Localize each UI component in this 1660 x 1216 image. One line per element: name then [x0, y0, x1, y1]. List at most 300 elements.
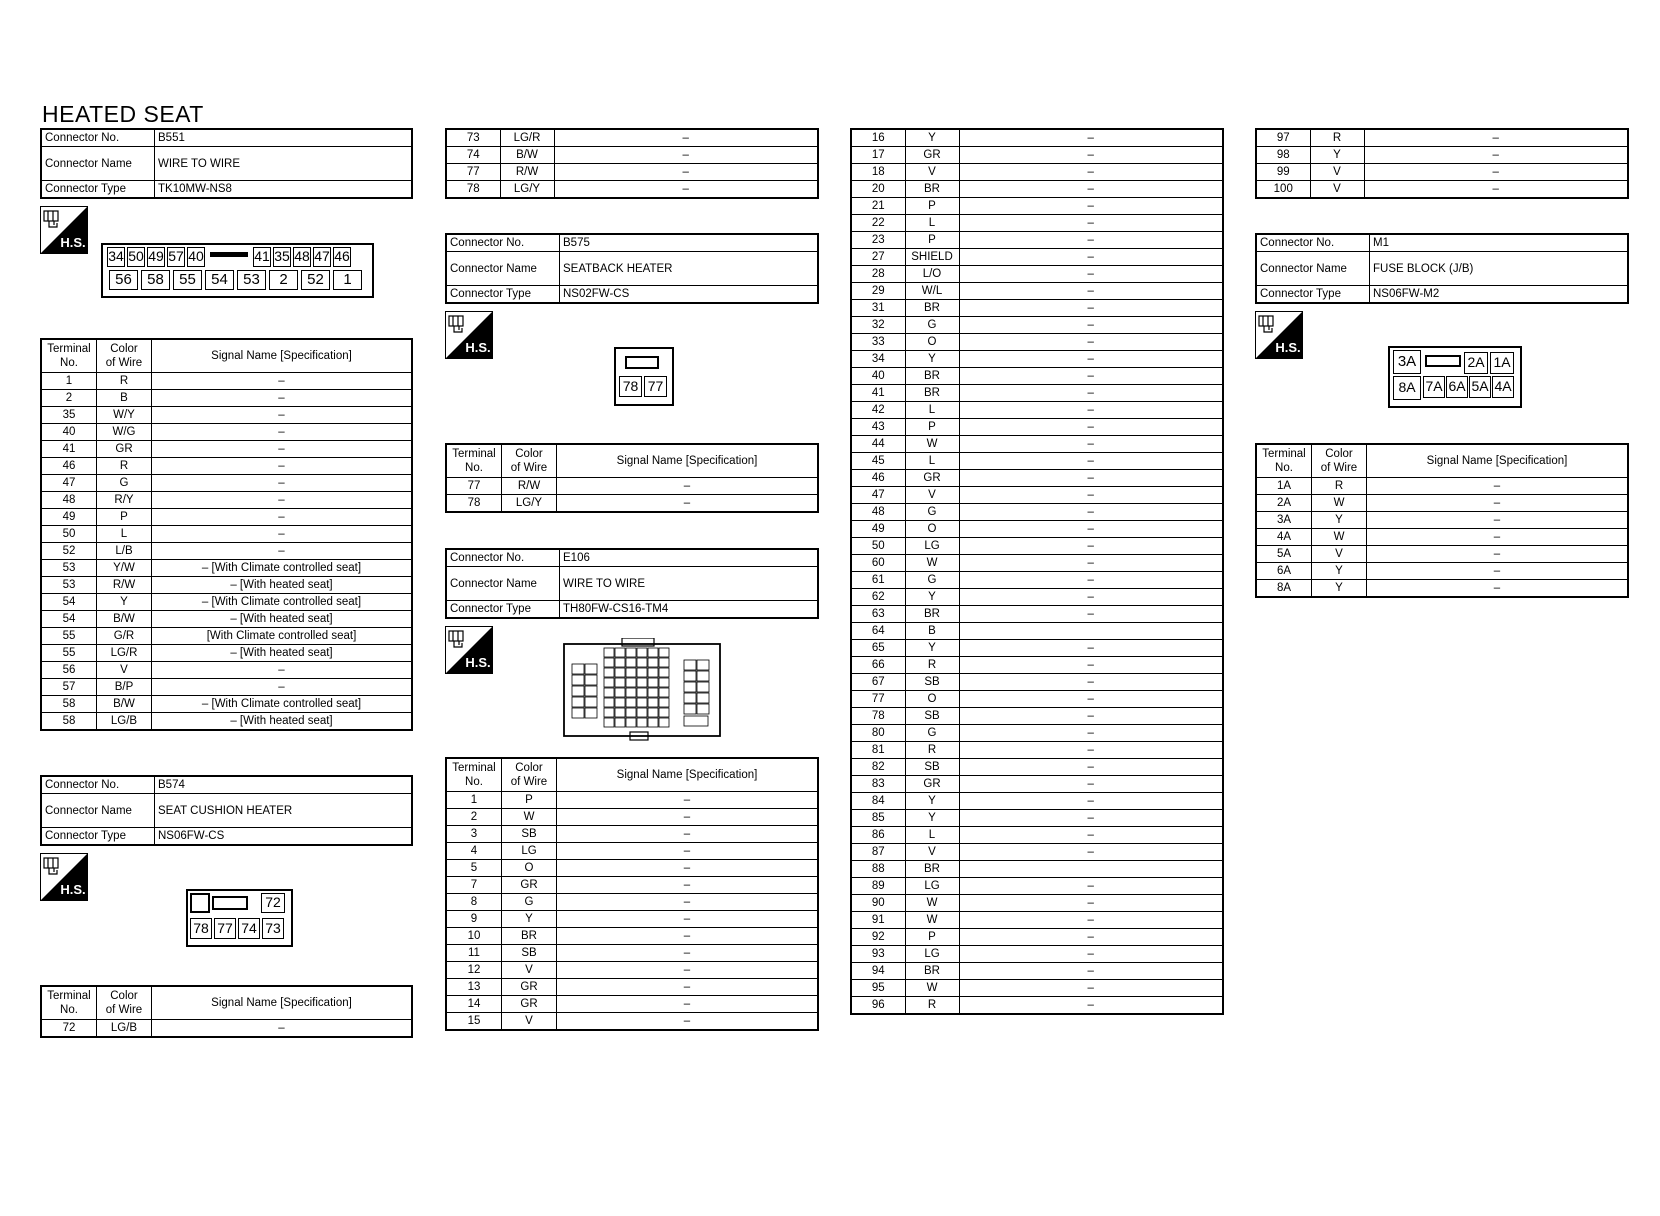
pin-table — [1255, 128, 1629, 199]
terminal-cavity — [604, 658, 614, 667]
wire-color-cell: W — [905, 555, 959, 572]
table-row — [851, 946, 1223, 963]
terminal-cavity: 54 — [205, 270, 234, 290]
terminal-no-cell: 49 — [851, 521, 905, 538]
terminal-no-cell: 3 — [446, 826, 502, 843]
terminal-cavity: 58 — [141, 270, 170, 290]
label-connector-name: Connector Name — [1256, 252, 1370, 286]
signal-name-cell: – — [1364, 164, 1628, 181]
terminal-no-cell: 33 — [851, 334, 905, 351]
table-row — [446, 843, 818, 860]
terminal-cavity: 50 — [127, 247, 145, 267]
terminal-cavity — [684, 671, 696, 681]
wire-color-cell: GR — [502, 996, 557, 1013]
table-row — [446, 826, 818, 843]
table-row — [851, 691, 1223, 708]
terminal-no-cell: 23 — [851, 232, 905, 249]
table-row — [851, 657, 1223, 674]
terminal-cavity — [684, 693, 696, 703]
terminal-no-cell: 50 — [41, 526, 97, 543]
signal-name-cell: – — [959, 844, 1223, 861]
terminal-cavity — [572, 697, 584, 707]
terminal-cavity — [697, 704, 709, 714]
terminal-cavity — [684, 682, 696, 692]
table-row — [851, 453, 1223, 470]
table-row — [41, 1020, 412, 1038]
label-connector-no: Connector No. — [1256, 234, 1370, 252]
terminal-cavity: 5A — [1469, 376, 1491, 398]
wire-color-cell: Y — [905, 129, 959, 147]
signal-name-cell: – — [557, 1013, 819, 1031]
terminal-cavity — [604, 698, 614, 707]
terminal-no-cell: 11 — [446, 945, 502, 962]
table-row — [41, 696, 412, 713]
table-row — [1256, 478, 1628, 495]
signal-name-cell: – — [152, 509, 413, 526]
connector-b575-info — [445, 233, 819, 304]
signal-name-cell: – — [959, 708, 1223, 725]
terminal-no-cell: 46 — [41, 458, 97, 475]
wire-color-cell: LG/B — [97, 1020, 152, 1038]
label-connector-type: Connector Type — [41, 828, 155, 846]
signal-name-cell: – — [959, 997, 1223, 1015]
wire-color-cell: P — [502, 792, 557, 809]
terminal-cavity — [604, 678, 614, 687]
terminal-no-cell: 64 — [851, 623, 905, 640]
signal-name-cell: – — [1367, 512, 1629, 529]
terminal-no-cell: 77 — [446, 478, 502, 495]
pin-table — [445, 443, 819, 513]
table-row — [851, 215, 1223, 232]
terminal-no-cell: 31 — [851, 300, 905, 317]
terminal-cavity — [604, 718, 614, 727]
terminal-no-cell: 41 — [41, 441, 97, 458]
signal-name-cell: – — [557, 495, 819, 513]
wire-color-cell: V — [905, 487, 959, 504]
wire-color-cell: BR — [905, 300, 959, 317]
signal-name-cell: – — [1364, 181, 1628, 199]
connector-b575-face — [614, 347, 674, 406]
col-terminal-header: Terminal No. — [1256, 444, 1312, 478]
table-row — [851, 283, 1223, 300]
signal-name-cell: – — [152, 526, 413, 543]
signal-name-cell: – — [959, 147, 1223, 164]
hs-harness-side-icon — [445, 311, 493, 359]
signal-name-cell: – — [959, 351, 1223, 368]
table-row — [41, 390, 412, 407]
wire-color-cell: L — [905, 402, 959, 419]
terminal-no-cell: 95 — [851, 980, 905, 997]
signal-name-cell: – — [959, 504, 1223, 521]
pin-table — [40, 985, 413, 1038]
table-row — [851, 759, 1223, 776]
table-row — [446, 979, 818, 996]
signal-name-cell: – — [1367, 529, 1629, 546]
terminal-cavity — [585, 708, 597, 718]
terminal-cavity: 55 — [173, 270, 202, 290]
label-connector-type: Connector Type — [446, 286, 560, 304]
wire-color-cell: SB — [905, 674, 959, 691]
connector-b574-info — [40, 775, 413, 846]
terminal-no-cell: 52 — [41, 543, 97, 560]
col-color-header: Color of Wire — [502, 758, 557, 792]
wire-color-cell: SHIELD — [905, 249, 959, 266]
terminal-cavity — [684, 660, 696, 670]
terminal-cavity: 1A — [1490, 352, 1514, 374]
signal-name-cell: – — [959, 181, 1223, 198]
connector-e106-info — [445, 548, 819, 619]
wire-color-cell: R — [1310, 129, 1364, 147]
terminal-no-cell: 61 — [851, 572, 905, 589]
signal-name-cell: – — [557, 996, 819, 1013]
wire-color-cell: L/B — [97, 543, 152, 560]
table-row — [851, 589, 1223, 606]
terminal-no-cell: 88 — [851, 861, 905, 878]
key-slot — [625, 356, 659, 369]
hs-label: H.S. — [60, 882, 86, 897]
table-row — [851, 198, 1223, 215]
table-row — [851, 402, 1223, 419]
terminal-no-cell: 65 — [851, 640, 905, 657]
terminal-no-cell: 60 — [851, 555, 905, 572]
terminal-cavity: 3A — [1393, 350, 1421, 374]
terminal-no-cell: 27 — [851, 249, 905, 266]
terminal-no-cell: 13 — [446, 979, 502, 996]
wire-color-cell: V — [502, 962, 557, 979]
terminal-cavity — [684, 704, 696, 714]
label-connector-no: Connector No. — [41, 129, 155, 147]
connector-e106-face — [562, 638, 724, 742]
signal-name-cell: – — [557, 962, 819, 979]
signal-name-cell: – — [554, 181, 818, 199]
table-row — [1256, 580, 1628, 598]
signal-name-cell: – — [152, 679, 413, 696]
wire-color-cell: BR — [905, 963, 959, 980]
table-row — [1256, 164, 1628, 181]
wire-color-cell: R — [905, 657, 959, 674]
lock-cavity — [190, 893, 210, 913]
terminal-no-cell: 77 — [851, 691, 905, 708]
table-row — [446, 860, 818, 877]
terminal-cavity: 40 — [187, 247, 205, 267]
wire-color-cell: Y — [1312, 512, 1367, 529]
terminal-no-cell: 5A — [1256, 546, 1312, 563]
wire-color-cell: BR — [905, 606, 959, 623]
wire-color-cell: W/G — [97, 424, 152, 441]
signal-name-cell: – [With Climate controlled seat] — [152, 696, 413, 713]
terminal-no-cell: 1 — [41, 373, 97, 390]
table-row — [851, 385, 1223, 402]
terminal-no-cell: 35 — [41, 407, 97, 424]
terminal-no-cell: 21 — [851, 198, 905, 215]
terminal-cavity — [615, 658, 625, 667]
signal-name-cell: – — [959, 640, 1223, 657]
terminal-cavity — [637, 648, 647, 657]
terminal-no-cell: 5 — [446, 860, 502, 877]
key-slot — [210, 252, 248, 257]
signal-name-cell: – — [959, 402, 1223, 419]
table-row — [851, 827, 1223, 844]
signal-name-cell: – — [959, 878, 1223, 895]
hs-harness-side-icon — [40, 206, 88, 254]
table-row — [446, 1013, 818, 1031]
wire-color-cell: Y — [1312, 580, 1367, 598]
wire-color-cell: LG — [905, 946, 959, 963]
connector-b574-pin-table — [40, 985, 413, 1038]
signal-name-cell: – — [959, 725, 1223, 742]
terminal-cavity — [648, 718, 658, 727]
terminal-cavity: 2 — [269, 270, 298, 290]
terminal-no-cell: 40 — [41, 424, 97, 441]
terminal-no-cell: 78 — [446, 495, 502, 513]
wire-color-cell: Y — [905, 640, 959, 657]
signal-name-cell: – — [557, 792, 819, 809]
terminal-cavity — [659, 718, 669, 727]
terminal-no-cell: 86 — [851, 827, 905, 844]
key-slot — [1425, 355, 1461, 367]
signal-name-cell: – — [152, 1020, 413, 1038]
signal-name-cell: – — [959, 793, 1223, 810]
terminal-no-cell: 15 — [446, 1013, 502, 1031]
wire-color-cell: R/W — [502, 478, 557, 495]
wire-color-cell: L — [905, 453, 959, 470]
terminal-cavity: 77 — [644, 376, 667, 397]
signal-name-cell: – — [959, 129, 1223, 147]
connector-b575-pin-table — [445, 443, 819, 513]
table-row — [851, 708, 1223, 725]
signal-name-cell: – — [152, 662, 413, 679]
signal-name-cell: – — [152, 475, 413, 492]
signal-name-cell: – — [152, 407, 413, 424]
signal-name-cell: – — [557, 809, 819, 826]
pin-table — [445, 128, 819, 199]
table-row — [851, 742, 1223, 759]
col-color-header: Color of Wire — [97, 986, 152, 1020]
wire-color-cell: GR — [905, 776, 959, 793]
signal-name-cell: – — [152, 492, 413, 509]
terminal-no-cell: 28 — [851, 266, 905, 283]
terminal-no-cell: 99 — [1256, 164, 1310, 181]
wire-color-cell: R/W — [500, 164, 554, 181]
signal-name-cell: – — [959, 300, 1223, 317]
table-row — [851, 487, 1223, 504]
wire-color-cell: Y — [97, 594, 152, 611]
signal-name-cell: – — [557, 928, 819, 945]
terminal-no-cell: 93 — [851, 946, 905, 963]
signal-name-cell: – — [1367, 563, 1629, 580]
connector-no-value: M1 — [1370, 234, 1629, 252]
signal-name-cell: – — [959, 419, 1223, 436]
wire-color-cell: V — [905, 164, 959, 181]
terminal-cavity — [637, 658, 647, 667]
table-row — [41, 424, 412, 441]
table-row — [446, 911, 818, 928]
signal-name-cell: – — [152, 458, 413, 475]
wire-color-cell: SB — [905, 708, 959, 725]
terminal-no-cell: 81 — [851, 742, 905, 759]
terminal-no-cell: 8 — [446, 894, 502, 911]
terminal-no-cell: 96 — [851, 997, 905, 1015]
table-row — [446, 996, 818, 1013]
table-row — [1256, 129, 1628, 147]
label-connector-name: Connector Name — [41, 794, 155, 828]
terminal-cavity: 49 — [147, 247, 165, 267]
table-row — [851, 997, 1223, 1015]
col-signal-header: Signal Name [Specification] — [557, 444, 819, 478]
terminal-no-cell: 98 — [1256, 147, 1310, 164]
terminal-no-cell: 34 — [851, 351, 905, 368]
table-row — [851, 181, 1223, 198]
table-row — [851, 232, 1223, 249]
signal-name-cell: – — [959, 657, 1223, 674]
terminal-no-cell: 91 — [851, 912, 905, 929]
terminal-cavity — [648, 668, 658, 677]
wire-color-cell: G — [905, 317, 959, 334]
label-connector-name: Connector Name — [446, 252, 560, 286]
terminal-no-cell: 2 — [446, 809, 502, 826]
terminal-no-cell: 44 — [851, 436, 905, 453]
terminal-no-cell: 32 — [851, 317, 905, 334]
terminal-no-cell: 42 — [851, 402, 905, 419]
hs-label: H.S. — [465, 340, 491, 355]
terminal-cavity — [615, 668, 625, 677]
table-row — [851, 249, 1223, 266]
table-row — [851, 674, 1223, 691]
table-row — [851, 436, 1223, 453]
signal-name-cell: – — [959, 385, 1223, 402]
terminal-no-cell: 7 — [446, 877, 502, 894]
label-connector-type: Connector Type — [41, 181, 155, 199]
wire-color-cell: O — [502, 860, 557, 877]
connector-type-value: NS06FW-CS — [155, 828, 413, 846]
table-row — [851, 929, 1223, 946]
terminal-no-cell: 84 — [851, 793, 905, 810]
signal-name-cell: – [With heated seat] — [152, 577, 413, 594]
table-row — [446, 962, 818, 979]
signal-name-cell: – [With Climate controlled seat] — [152, 594, 413, 611]
terminal-no-cell: 40 — [851, 368, 905, 385]
terminal-no-cell: 47 — [41, 475, 97, 492]
terminal-cavity: 77 — [214, 918, 236, 939]
signal-name-cell: – [With heated seat] — [152, 611, 413, 628]
wire-color-cell: B/W — [97, 611, 152, 628]
wire-color-cell: Y — [905, 793, 959, 810]
col-terminal-header: Terminal No. — [41, 339, 97, 373]
table-row — [41, 628, 412, 645]
table-row — [446, 792, 818, 809]
signal-name-cell: – — [152, 543, 413, 560]
terminal-cavity: 78 — [190, 918, 212, 939]
wire-color-cell: BR — [905, 861, 959, 878]
wire-color-cell: V — [502, 1013, 557, 1031]
terminal-cavity — [659, 658, 669, 667]
terminal-cavity: 57 — [167, 247, 185, 267]
table-row — [41, 713, 412, 731]
signal-name-cell: – — [959, 946, 1223, 963]
pin-table — [40, 338, 413, 731]
table-row — [41, 458, 412, 475]
terminal-no-cell: 80 — [851, 725, 905, 742]
terminal-no-cell: 2 — [41, 390, 97, 407]
signal-name-cell: – — [959, 691, 1223, 708]
terminal-cavity — [615, 718, 625, 727]
wire-color-cell: Y — [905, 810, 959, 827]
terminal-no-cell: 29 — [851, 283, 905, 300]
table-row — [851, 555, 1223, 572]
signal-name-cell: – — [959, 487, 1223, 504]
table-row — [851, 266, 1223, 283]
terminal-no-cell: 8A — [1256, 580, 1312, 598]
wire-color-cell: LG/B — [97, 713, 152, 731]
terminal-cavity — [637, 698, 647, 707]
terminal-cavity: 7A — [1423, 376, 1445, 398]
wire-color-cell: Y — [905, 351, 959, 368]
terminal-no-cell: 92 — [851, 929, 905, 946]
terminal-cavity — [585, 697, 597, 707]
table-row — [1256, 529, 1628, 546]
wire-color-cell: V — [1312, 546, 1367, 563]
table-row — [41, 662, 412, 679]
terminal-cavity: 52 — [301, 270, 330, 290]
signal-name-cell: – — [557, 843, 819, 860]
signal-name-cell: – — [959, 283, 1223, 300]
wire-color-cell: Y — [502, 911, 557, 928]
signal-name-cell: – — [959, 453, 1223, 470]
terminal-no-cell: 74 — [446, 147, 500, 164]
table-row — [851, 538, 1223, 555]
terminal-no-cell: 72 — [41, 1020, 97, 1038]
terminal-cavity: 4A — [1492, 376, 1514, 398]
signal-name-cell — [959, 861, 1223, 878]
table-row — [41, 679, 412, 696]
terminal-cavity — [572, 675, 584, 685]
col-signal-header: Signal Name [Specification] — [152, 339, 413, 373]
terminal-cavity — [659, 708, 669, 717]
connector-name-value: WIRE TO WIRE — [560, 567, 819, 601]
terminal-cavity — [604, 688, 614, 697]
signal-name-cell: – — [959, 912, 1223, 929]
signal-name-cell: – — [1367, 495, 1629, 512]
signal-name-cell: – — [959, 589, 1223, 606]
terminal-no-cell: 63 — [851, 606, 905, 623]
terminal-no-cell: 20 — [851, 181, 905, 198]
label-connector-name: Connector Name — [446, 567, 560, 601]
terminal-cavity: 41 — [253, 247, 271, 267]
wire-color-cell: LG/R — [500, 129, 554, 147]
wire-color-cell: GR — [97, 441, 152, 458]
table-row — [1256, 563, 1628, 580]
connector-no-value: B574 — [155, 776, 413, 794]
signal-name-cell: – — [959, 249, 1223, 266]
terminal-cavity — [659, 678, 669, 687]
label-connector-type: Connector Type — [1256, 286, 1370, 304]
terminal-no-cell: 78 — [851, 708, 905, 725]
terminal-cavity — [572, 686, 584, 696]
terminal-no-cell: 54 — [41, 594, 97, 611]
terminal-cavity — [604, 648, 614, 657]
terminal-cavity — [626, 678, 636, 687]
wire-color-cell: LG — [905, 538, 959, 555]
label-connector-name: Connector Name — [41, 147, 155, 181]
table-row — [41, 577, 412, 594]
signal-name-cell: – — [152, 441, 413, 458]
signal-name-cell: – — [959, 521, 1223, 538]
table-row — [851, 640, 1223, 657]
table-row — [41, 611, 412, 628]
table-row — [851, 606, 1223, 623]
terminal-cavity: 6A — [1446, 376, 1468, 398]
terminal-no-cell: 62 — [851, 589, 905, 606]
